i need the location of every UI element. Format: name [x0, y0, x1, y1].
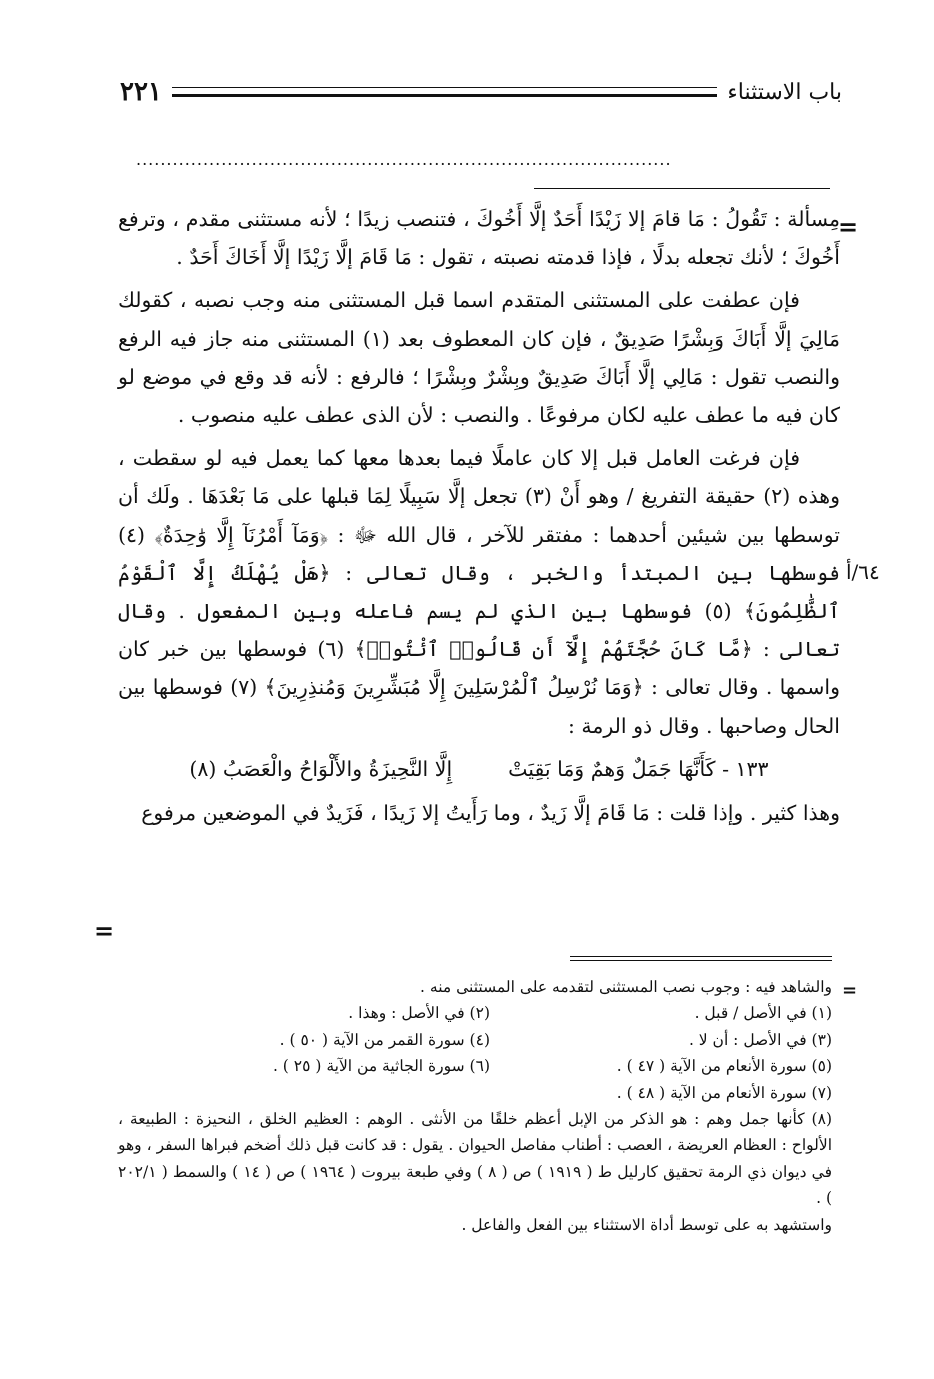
header-rule: [172, 87, 718, 97]
footnote-8-extra: واستشهد به على توسط أداة الاستثناء بين الفعل والفاعل .: [461, 1215, 832, 1234]
footnote-1: (١) في الأصل / قبل .: [694, 1004, 832, 1023]
footnote-2: (٢) في الأصل : وهذا .: [348, 1004, 490, 1023]
footnote-row: [118, 1000, 832, 1026]
verse-first-hemistich: ١٣٣ - كَأَنَّهَا جَمَلٌ وَهمٌ وَمَا بَقِيَتْ: [508, 756, 769, 781]
chapter-title: باب الاستثناء: [727, 79, 842, 105]
top-short-rule: [534, 188, 830, 189]
page-number: ٢٢١: [120, 77, 162, 107]
footnotes-rule: [570, 956, 832, 961]
paragraph-2: فإن عطفت على المستثنى المتقدم اسما قبل المستثنى منه وجب نصبه ، كقولك مَالِيَ إلَّا أَبَاكَ وَبِشْرًا صَدِيقٌ ، فإن كان المعطوف بعد (١) المستثنى منه جاز فيه الرفع والنصب تقول : مَالِي إلَّا أَبَاكَ صَدِيقٌ وبِشْرٌ وبِشْرًا ؛ فالرفع : لأنه قد وقع في موضع لو كان فيه ما عطف عليه لكان مرفوعًا . والنصب : لأن الذى عطف عليه منصوب .: [118, 288, 840, 428]
footnote-5: (٥) سورة الأنعام من الآية ( ٤٧ ) .: [616, 1057, 832, 1076]
end-marker: =: [94, 916, 115, 945]
paragraph-4: وهذا كثير . وإذا قلت : مَا قَامَ إلَّا زَيدٌ ، وما رَأَيتُ إلا زَيدًا ، فَزَيدٌ في الموضعين مرفوع: [141, 801, 840, 826]
running-header: [120, 72, 842, 112]
footnote-4: (٤) سورة القمر من الآية ( ٥٠ ) .: [279, 1030, 490, 1049]
footnote-row: [118, 1080, 832, 1106]
footnote-6: (٦) سورة الجاثية من الآية ( ٢٥ ) .: [272, 1057, 490, 1076]
footnote-intro: والشاهد فيه : وجوب نصب المستثنى لتقدمه على المستثنى منه .: [420, 978, 832, 996]
footnote-row: [118, 1027, 832, 1053]
footnote-row: [118, 1053, 832, 1079]
footnote-7: (٧) سورة الأنعام من الآية ( ٤٨ ) .: [616, 1083, 832, 1102]
footnote-8: (٨) كأنها جمل وهم : هو الذكر من الإبل أعظم خلقًا من الأنثى . الوهم : العظيم الخلق ، النحيزة : الطبيعة ، الألواح : العظام العريضة ، العصب : أطناب مفاصل الحيوان . يقول : قد كانت قبل ذلك أضخم فبراها السفر ، وهو في ديوان ذي الرمة تحقيق كارليل ط ( ١٩١٩ ) ص ( ٨ ) وفي طبعة بيروت ( ١٩٦٤ ) ص ( ١٤ ) والسمط ( ٢٠٢/١ ) .: [118, 1110, 832, 1208]
margin-folio: ٦٤/أ: [846, 560, 880, 584]
verse-second-hemistich: إِلَّا النَّحِيزَةُ والأَلْوَاحُ والْعَصَبُ (٨): [189, 756, 453, 781]
verse-133: [118, 750, 840, 788]
footnotes: [118, 974, 832, 1238]
paragraph-1: مِسألة : تَقُولُ : مَا قامَ إلا زَيْدًا أَحَدٌ إلَّا أَخُوكَ ، فتنصب زيدًا ؛ لأنه مستثنى مقدم ، وترفع أَخُوكَ ؛ لأنك تجعله بدلًا ، فإذا قدمته نصبته ، تقول : مَا قَامَ إلَّا زَيْدًا إلَّا أَخَاكَ أَحَدٌ .: [118, 207, 840, 270]
main-text: [118, 200, 840, 837]
continuation-marker: =: [838, 212, 859, 241]
footnote-3: (٣) في الأصل : أن لا .: [688, 1030, 832, 1049]
dotted-separator: ........................................................................................: [136, 150, 672, 169]
paragraph-3: فإن فرغت العامل قبل إلا كان عاملًا فيما بعدها معها كما يعمل فيه لو سقطت ، وهذه (٢) حقيقة التفريغ / وهو أَنْ (٣) تجعل إلَّا سَبِيلًا لِمَا قبلها على مَا بَعْدَهَا . ولَك أن توسطها بين شيئين أحدهما : مفتقر للآخر ، قال الله ﷻ : ﴿وَمَآ أَمْرُنَآ إِلَّا وَٰحِدَةٌ﴾ (٤) فوسطها بين المبتدأ والخبر ، وقال تعالى : ﴿هَلْ يُهْلَكُ إِلَّا ٱلْقَوْمُ ٱلظَّٰلِمُونَ﴾ (٥) فوسطها بين الذي لم يسم فاعله وبين المفعول . وقال تعالى : ﴿مَّا كَانَ حُجَّتَهُمْ إِلَّآ أَن قَالُوا۟ ٱئْتُوا۟﴾ (٦) فوسطها بين خبر كان واسمها . وقال تعالى : ﴿وَمَا نُرْسِلُ ٱلْمُرْسَلِينَ إِلَّا مُبَشِّرِينَ وَمُنذِرِينَ﴾ (٧) فوسطها بين الحال وصاحبها . وقال ذو الرمة :: [118, 446, 841, 738]
footnote-intro-marker: =: [842, 980, 858, 1001]
